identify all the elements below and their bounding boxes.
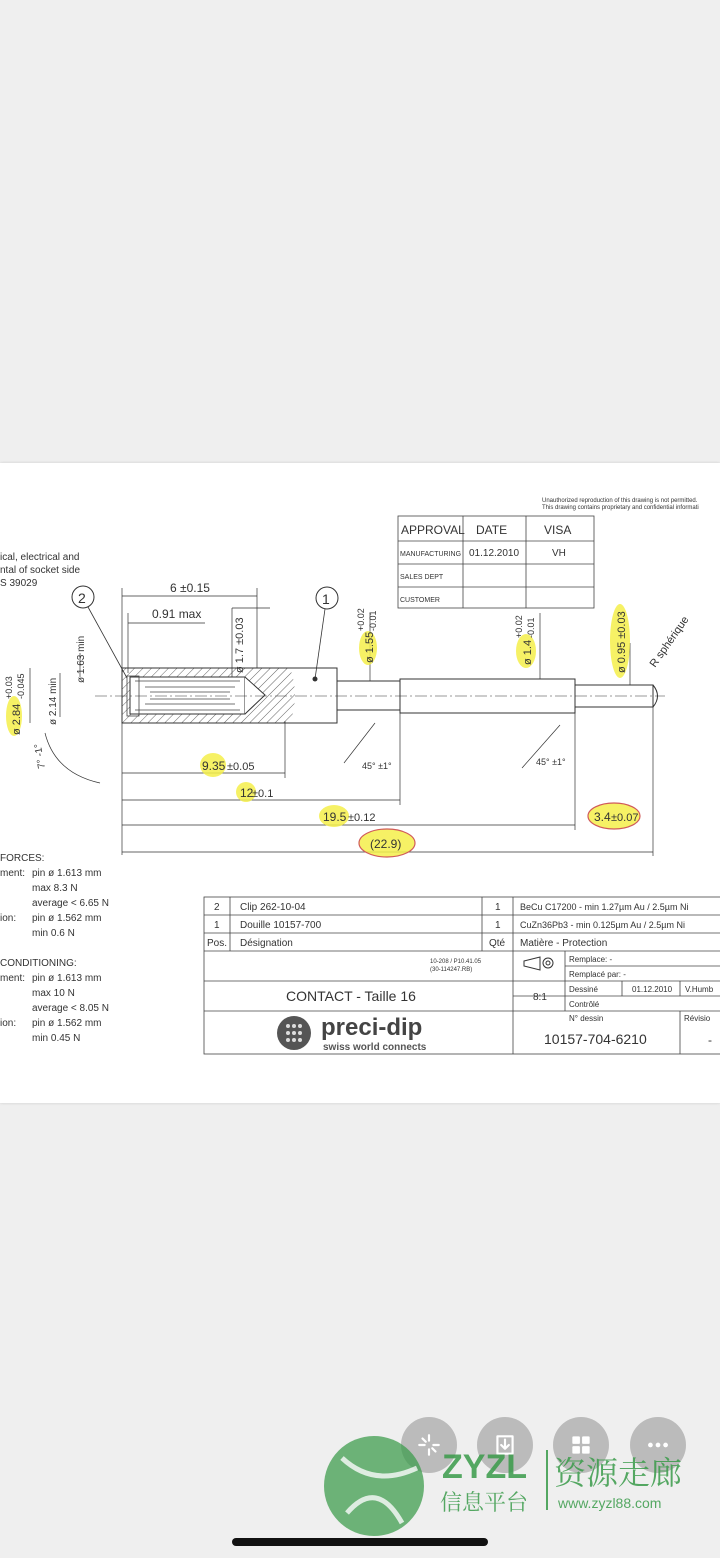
bom-row2-material: CuZn36Pb3 - min 0.125µm Au / 2.5µm Ni [520, 920, 685, 930]
remplace-par: Remplacé par: - [569, 970, 626, 979]
forces-notes [0, 853, 109, 1044]
dim-155: ø 1.55 [364, 631, 376, 663]
dim-17: ø 1.7 ±0.03 [234, 617, 246, 673]
no-dessin-label: N° dessin [569, 1014, 604, 1023]
dim-14: ø 1.4 [522, 639, 534, 665]
dim-14-plus: +0.02 [514, 615, 524, 638]
approval-header: APPROVAL [401, 523, 465, 537]
visa-header: VISA [544, 523, 572, 537]
bom-row2-pos: 1 [214, 920, 220, 931]
dim-12-tol: ±0.1 [252, 788, 274, 800]
forces-b1v: pin ø 1.613 mm [32, 973, 102, 984]
dim-195: 19.5 [323, 810, 347, 824]
controle-label: Contrôlé [569, 1000, 600, 1009]
dim-163: ø 1.63 min [76, 635, 87, 683]
customer-label: CUSTOMER [400, 597, 440, 604]
bom-row2-designation: Douille 10157-700 [240, 920, 322, 931]
dessine-label: Dessiné [569, 985, 598, 994]
forces-b5v: min 0.45 N [32, 1033, 81, 1044]
conditioning-title: CONDITIONING: [0, 958, 77, 969]
dim-6: 6 ±0.15 [170, 581, 210, 595]
contact-part [95, 668, 665, 723]
forces-b1: ment: [0, 973, 26, 984]
forces-b4: ion: [0, 1018, 17, 1029]
bom-row1-material: BeCu C17200 - min 1.27µm Au / 2.5µm Ni [520, 902, 689, 912]
bom-row2-qty: 1 [495, 920, 501, 931]
dim-284-minus: -0.045 [16, 673, 26, 699]
dim-229: (22.9) [370, 837, 402, 851]
preci-dip-logo [277, 1014, 427, 1053]
dim-091: 0.91 max [152, 607, 202, 621]
dim-155-plus: +0.02 [356, 608, 366, 631]
brand-name: preci-dip [321, 1014, 423, 1041]
chamfer-2: 45° ±1° [536, 757, 566, 767]
dim-195-tol: ±0.12 [348, 812, 376, 824]
revision-label: Révisio [684, 1014, 711, 1023]
watermark-url: www.zyzl88.com [558, 1495, 662, 1511]
r-spherique: R sphérique [647, 614, 692, 670]
angle-7deg: 7° -1° [32, 742, 48, 770]
brand-tagline: swiss world connects [323, 1042, 427, 1053]
bom-header-pos: Pos. [207, 938, 228, 949]
dim-214: ø 2.14 min [48, 677, 59, 725]
revision-value: - [708, 1033, 712, 1047]
date-header: DATE [476, 523, 508, 537]
forces-b4v: pin ø 1.562 mm [32, 1018, 102, 1029]
dim-095: ø 0.95 ±0.03 [616, 611, 628, 673]
balloon-2: 2 [78, 590, 86, 606]
drawing-title: CONTACT - Taille 16 [286, 988, 416, 1004]
technical-drawing [0, 463, 720, 1103]
dim-284-plus: +0.03 [4, 676, 14, 699]
note-line-1: ical, electrical and [0, 552, 80, 563]
dim-284: ø 2.84 [11, 703, 23, 735]
dim-155-minus: -0.01 [368, 610, 378, 631]
dim-34: 3.4 [594, 810, 611, 824]
forces-a5v: min 0.6 N [32, 928, 75, 939]
bom-row1-designation: Clip 262-10-04 [240, 902, 306, 913]
dim-935-tol: ±0.05 [227, 761, 255, 773]
chamfer-1: 45° ±1° [362, 761, 392, 771]
zyzl-watermark [322, 1428, 720, 1538]
forces-a2v: max 8.3 N [32, 883, 78, 894]
projection-icon [524, 957, 553, 970]
balloon-1: 1 [322, 591, 330, 607]
dessine-date: 01.12.2010 [632, 985, 673, 994]
bom-header-designation: Désignation [240, 938, 293, 949]
ref-line-2: (30-114247.RB) [430, 967, 473, 973]
forces-a4: ion: [0, 913, 17, 924]
dim-14-minus: -0.01 [526, 617, 536, 638]
drawing-number: 10157-704-6210 [544, 1031, 647, 1047]
forces-b3v: average < 8.05 N [32, 1003, 109, 1014]
dim-935: 9.35 [202, 759, 226, 773]
forces-title: FORCES: [0, 853, 45, 864]
notice-line-2: This drawing contains proprietary and confidential informati [542, 505, 699, 511]
dim-12: 12 [240, 786, 254, 800]
note-line-3: S 39029 [0, 578, 38, 589]
notice-line-1: Unauthorized reproduction of this drawing is not permitted. [542, 498, 698, 504]
ref-line-1: 10-208 / P10.41.05 [430, 959, 482, 965]
forces-a1v: pin ø 1.613 mm [32, 868, 102, 879]
bom-header-material: Matière - Protection [520, 938, 608, 949]
dim-34-tol: ±0.07 [611, 812, 639, 824]
forces-a4v: pin ø 1.562 mm [32, 913, 102, 924]
bom-row1-qty: 1 [495, 902, 501, 913]
remplace: Remplace: - [569, 955, 613, 964]
watermark-cn-main: 资源走廊 [554, 1454, 683, 1492]
dessine-author: V.Humb [685, 985, 714, 994]
bom-header-qty: Qté [489, 938, 506, 949]
manufacturing-date: 01.12.2010 [469, 548, 520, 559]
scale: 8:1 [533, 992, 547, 1003]
note-line-2: ntal of socket side [0, 565, 81, 576]
bom-row1-pos: 2 [214, 902, 220, 913]
forces-a3v: average < 6.65 N [32, 898, 109, 909]
drawing-photo [0, 463, 720, 1103]
sales-label: SALES DEPT [400, 574, 444, 581]
home-indicator[interactable] [232, 1538, 488, 1546]
forces-b2v: max 10 N [32, 988, 75, 999]
forces-a1: ment: [0, 868, 26, 879]
manufacturing-visa: VH [552, 548, 566, 559]
watermark-cn-sub: 信息平台 [440, 1491, 529, 1516]
watermark-latin: ZYZL [442, 1448, 527, 1486]
manufacturing-label: MANUFACTURING [400, 551, 462, 558]
